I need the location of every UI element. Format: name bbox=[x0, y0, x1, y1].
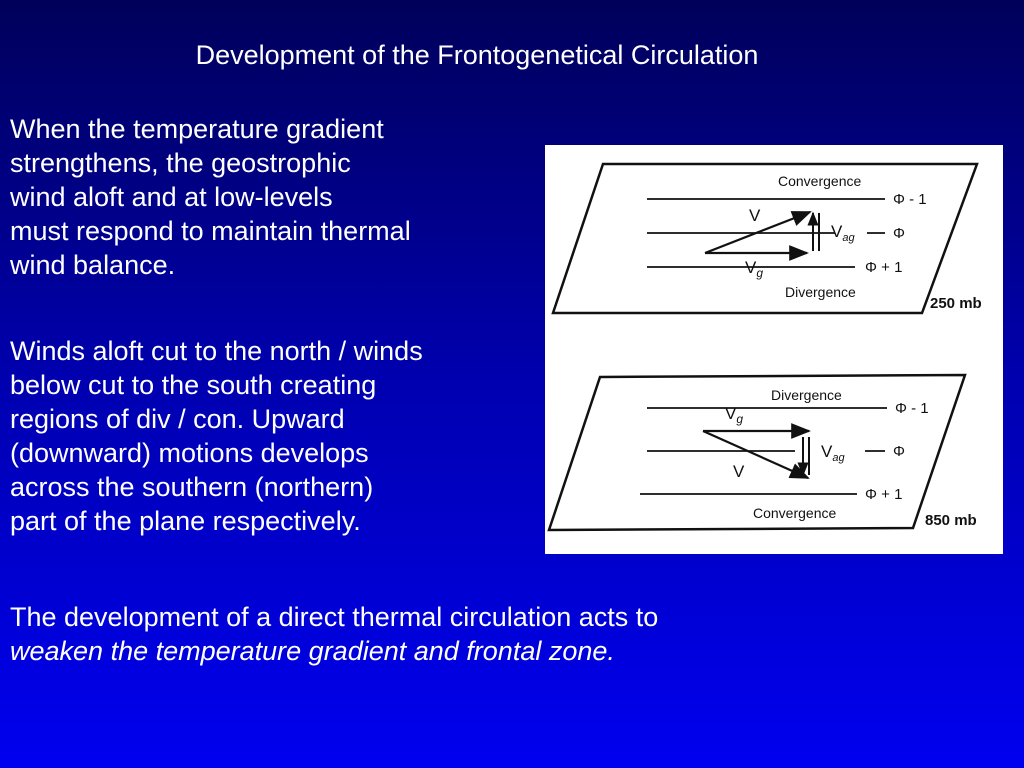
lower-phi: Φ bbox=[893, 443, 905, 460]
upper-vg-sub: g bbox=[756, 266, 764, 280]
paragraph3-italic-line: weaken the temperature gradient and frontal zone. bbox=[10, 636, 615, 666]
diagram-svg bbox=[545, 145, 1003, 554]
paragraph2-line: across the southern (northern) bbox=[10, 472, 374, 502]
upper-phi-minus-1: Φ - 1 bbox=[893, 191, 927, 208]
lower-vg-main: V bbox=[725, 404, 737, 423]
upper-top-label: Convergence bbox=[778, 173, 862, 189]
upper-vag-label bbox=[831, 222, 855, 244]
lower-plane-850mb bbox=[549, 375, 977, 530]
slide-title: Development of the Frontogenetical Circulation bbox=[195, 40, 759, 70]
paragraph1-line: strengthens, the geostrophic bbox=[10, 148, 351, 178]
upper-vg-label bbox=[745, 258, 763, 280]
paragraph1-line: When the temperature gradient bbox=[10, 114, 384, 144]
lower-level-label: 850 mb bbox=[925, 512, 977, 529]
paragraph2-line: Winds aloft cut to the north / winds bbox=[10, 336, 423, 366]
paragraph2-line: below cut to the south creating bbox=[10, 370, 377, 400]
lower-vag-sub: ag bbox=[832, 452, 845, 464]
lower-vg-sub: g bbox=[736, 412, 744, 426]
frontogenesis-diagram bbox=[545, 145, 1003, 554]
upper-plane-250mb bbox=[553, 164, 982, 313]
paragraph-winds-aloft bbox=[10, 334, 423, 538]
paragraph1-line: wind balance. bbox=[10, 250, 176, 280]
upper-vag-sub: ag bbox=[842, 232, 855, 244]
upper-phi-plus-1: Φ + 1 bbox=[865, 259, 903, 276]
upper-plane-outline bbox=[553, 164, 977, 313]
lower-phi-plus-1: Φ + 1 bbox=[865, 486, 903, 503]
paragraph2-line: part of the plane respectively. bbox=[10, 506, 361, 536]
upper-level-label: 250 mb bbox=[930, 295, 982, 312]
paragraph2-line: (downward) motions develops bbox=[10, 438, 369, 468]
paragraph-gradient-strengthens bbox=[10, 112, 411, 282]
lower-phi-minus-1: Φ - 1 bbox=[895, 400, 929, 417]
lower-total-wind-arrow bbox=[703, 431, 808, 478]
upper-bottom-label: Divergence bbox=[785, 284, 856, 300]
paragraph2-line: regions of div / con. Upward bbox=[10, 404, 345, 434]
paragraph-direct-circulation bbox=[10, 600, 658, 668]
lower-vag-main: V bbox=[821, 442, 833, 461]
upper-phi: Φ bbox=[893, 225, 905, 242]
lower-vag-label bbox=[821, 442, 845, 464]
lower-v-label: V bbox=[733, 462, 745, 481]
upper-vag-main: V bbox=[831, 222, 843, 241]
upper-vg-main: V bbox=[745, 258, 757, 277]
paragraph1-line: wind aloft and at low-levels bbox=[10, 182, 333, 212]
upper-v-label: V bbox=[749, 206, 761, 225]
lower-bottom-label: Convergence bbox=[753, 505, 837, 521]
paragraph1-line: must respond to maintain thermal bbox=[10, 216, 411, 246]
lower-top-label: Divergence bbox=[771, 387, 842, 403]
paragraph3-line: The development of a direct thermal circulation acts to bbox=[10, 602, 659, 632]
